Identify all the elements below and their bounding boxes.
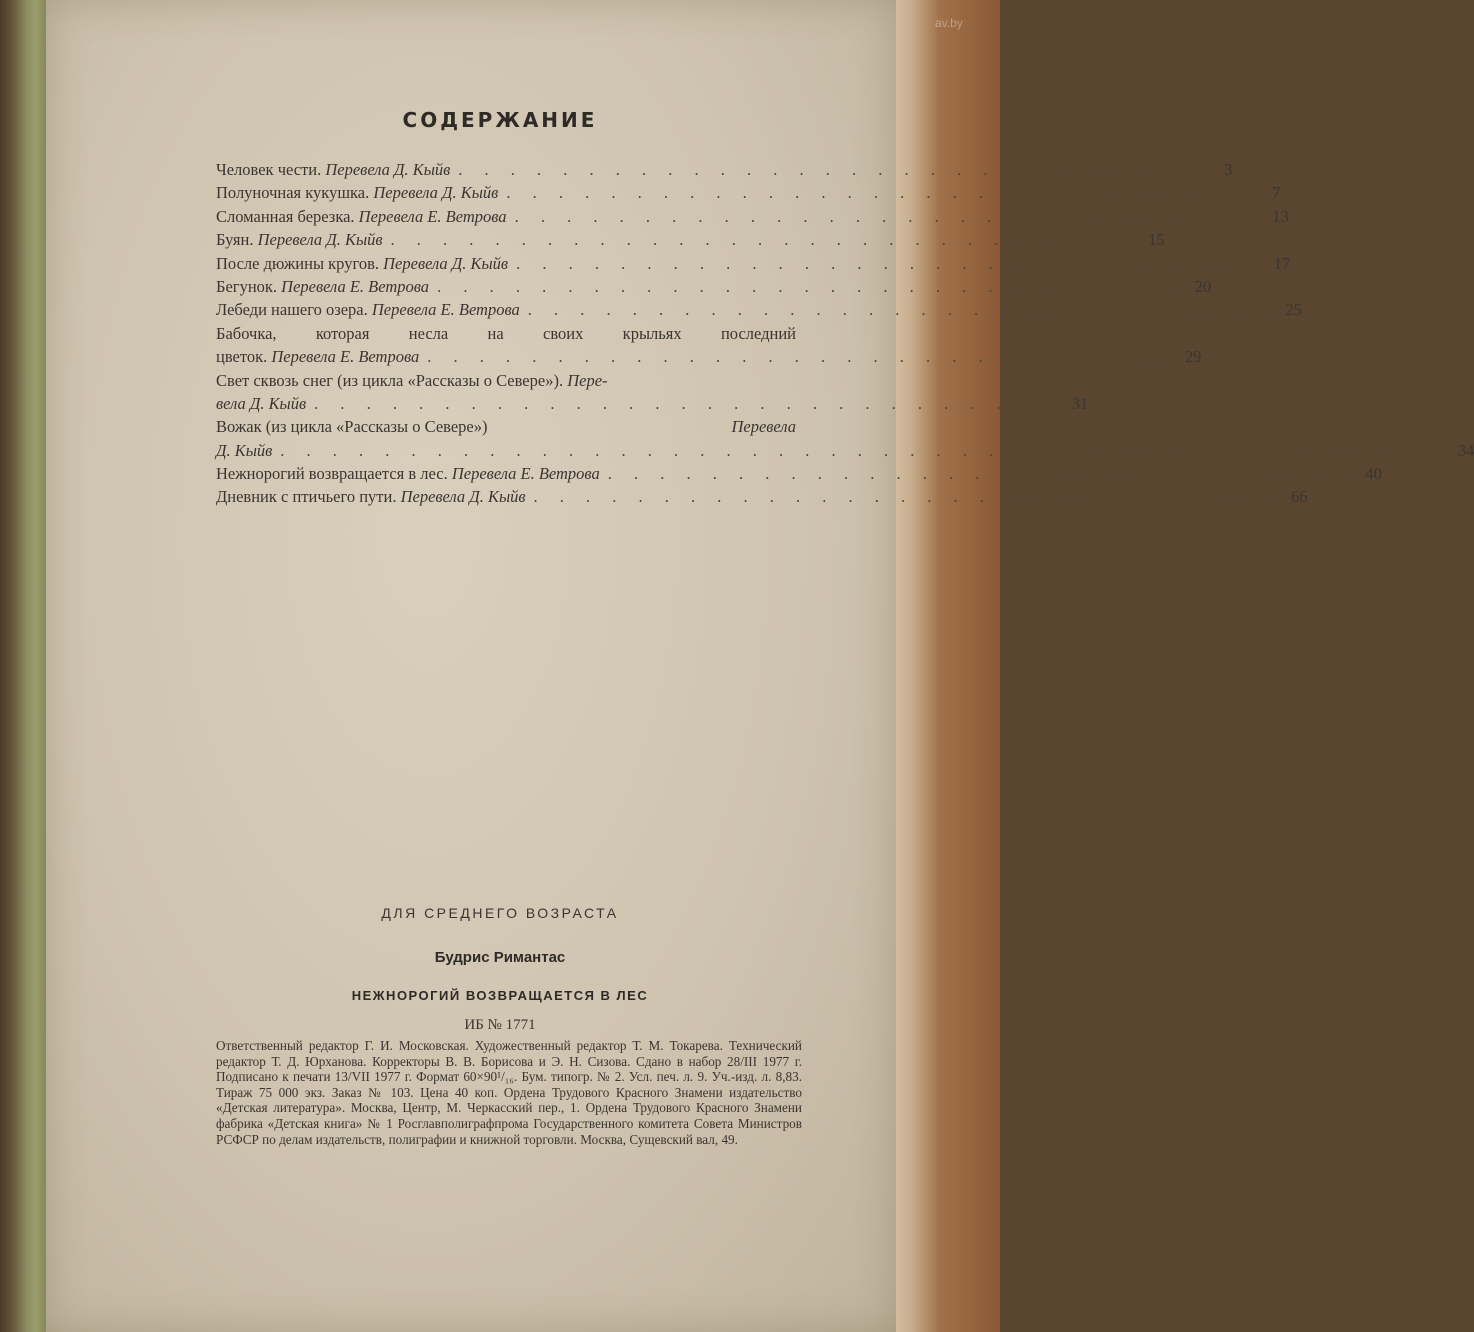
toc-title: СОДЕРЖАНИЕ	[402, 108, 598, 132]
toc-entry-page: 40	[1365, 464, 1382, 484]
leader-dots: . . . . . . . . . . . . . . . . . . . . . . . . . . . . .	[533, 487, 1282, 507]
age-group-label: ДЛЯ СРЕДНЕГО ВОЗРАСТА	[381, 905, 619, 921]
toc-entry-page: 20	[1194, 276, 1212, 296]
leader-dots: . . . . . . . . . . . . . . . . . . . . . . . . . . . . .	[427, 347, 1176, 367]
toc-entry	[216, 415, 1474, 462]
toc-entry-translator: Перевела Е. Ветрова	[371, 300, 520, 320]
toc-entry	[216, 462, 1382, 485]
toc-entry-title-cont: цветок.	[216, 347, 268, 367]
leader-dots: . . . . . . . . . . . . . . . . . . . . . . . . . . . . .	[314, 393, 1063, 413]
toc-entry	[216, 485, 1308, 508]
toc-entry-translator: Перевела	[731, 417, 796, 437]
toc-entry-title: Полуночная кукушка.	[216, 183, 370, 203]
toc-entry-translator: Перевела Е. Ветрова	[271, 347, 420, 367]
toc-entry	[216, 275, 1212, 298]
toc-entry-title: Бегунок.	[216, 276, 278, 296]
toc-entry-page: 29	[1184, 347, 1202, 367]
toc-entry-translator: Перевела Д. Кыйв	[383, 253, 509, 273]
toc-entry-translator: Пере-	[567, 370, 608, 390]
toc-entry	[216, 158, 1233, 181]
toc-entry-translator-cont: Д. Кыйв	[216, 440, 273, 460]
toc-entry-title: Дневник с птичьего пути.	[216, 487, 397, 507]
toc-entry-page: 13	[1272, 206, 1289, 226]
toc-entry	[216, 205, 1289, 228]
watermark: av.by	[935, 16, 963, 30]
toc-entry	[216, 228, 1165, 251]
toc-entry-page: 31	[1071, 393, 1089, 413]
imprint-text: Ответственный редактор Г. И. Московская. Художественный редактор Т. М. Токарева. Технический редактор Т. Д. Юрханова. Корректоры В. В. Борисова и Э. Н. Сизова. Сдано в набор 28/III 1977 г. Подписано к печати 13/VII 1977 г. Формат 60×90¹/₁₆. Бум. типогр. № 2. Усл. печ. л. 9. Уч.-изд. л. 8,83. Тираж 75 000 экз. Заказ № 103. Цена 40 коп. Ордена Трудового Красного Знамени издательство «Детская литература». Москва, Центр, М. Черкасский пер., 1. Ордена Трудового Красного Знамени фабрика «Детская книга» № 1 Росглавполиграфпрома Государственного комитета Совета Министров РСФСР по делам издательств, полиграфии и книжной торговли. Москва, Сущевский вал, 49.	[216, 1038, 802, 1147]
leader-dots: . . . . . . . . . . . . . . . . . . . . . . . . . . . . .	[458, 160, 1207, 179]
toc-entry-title: Свет сквозь снег (из цикла «Рассказы о Севере»).	[216, 370, 564, 390]
toc-entry-page: 15	[1148, 230, 1165, 250]
table-of-contents	[216, 158, 1474, 509]
toc-entry	[216, 369, 1089, 416]
toc-entry-title: Сломанная березка.	[216, 206, 355, 226]
toc-entry-translator: Перевела Е. Ветрова	[281, 276, 430, 296]
toc-entry-title: Человек чести.	[216, 160, 322, 179]
toc-entry-title: Нежнорогий возвращается в лес.	[216, 464, 448, 484]
leader-dots: . . . . . . . . . . . . . . . . . . . . . . . . . . . . .	[506, 183, 1255, 203]
toc-entry-title: Лебеди нашего озера.	[216, 300, 368, 320]
toc-entry-translator: Перевела Д. Кыйв	[373, 183, 499, 203]
toc-entry-title: Вожак (из цикла «Рассказы о Севере»)	[216, 417, 488, 437]
toc-entry-translator: Перевела Е. Ветрова	[451, 464, 600, 484]
toc-entry-page: 7	[1272, 183, 1281, 203]
leader-dots: . . . . . . . . . . . . . . . . . . . . . . . . . . . . .	[516, 253, 1265, 273]
toc-entry-title: После дюжины кругов.	[216, 253, 379, 273]
toc-entry-translator: Перевела Д. Кыйв	[400, 487, 526, 507]
toc-entry-title: Буян.	[216, 230, 254, 250]
toc-entry-translator: Перевела Д. Кыйв	[325, 160, 451, 179]
leader-dots: . . . . . . . . . . . . . . . . . . . . . . . . . . . . .	[390, 230, 1139, 250]
toc-entry	[216, 181, 1281, 204]
toc-entry	[216, 322, 1202, 369]
toc-entry-translator-cont: вела Д. Кыйв	[216, 393, 307, 413]
toc-entry-page: 25	[1285, 300, 1302, 320]
toc-entry-page: 34	[1457, 440, 1474, 460]
leader-dots: . . . . . . . . . . . . . . . . . . . . . . . . . . . . .	[514, 206, 1263, 226]
book-title: НЕЖНОРОГИЙ ВОЗВРАЩАЕТСЯ В ЛЕС	[351, 988, 649, 1003]
toc-entry	[216, 298, 1302, 321]
ib-number: ИБ № 1771	[464, 1017, 536, 1033]
toc-entry-page: 3	[1224, 160, 1233, 179]
author-name: Будрис Римантас	[434, 949, 566, 966]
toc-entry-page: 17	[1273, 253, 1291, 273]
toc-entry-translator: Перевела Е. Ветрова	[358, 206, 507, 226]
leader-dots: . . . . . . . . . . . . . . . . . . . . . . . . . . . . .	[607, 464, 1356, 484]
leader-dots: . . . . . . . . . . . . . . . . . . . . . . . . . . . . . . . . . . . . . . . . . . . . .	[280, 440, 1449, 460]
toc-entry-title: Бабочка, которая несла на своих крыльях последний	[216, 323, 796, 343]
toc-entry	[216, 252, 1291, 275]
leader-dots: . . . . . . . . . . . . . . . . . . . . . . . . . . . . .	[437, 276, 1186, 296]
toc-entry-page: 66	[1291, 487, 1308, 507]
leader-dots: . . . . . . . . . . . . . . . . . . . . . . . . . . . . .	[527, 300, 1276, 320]
toc-entry-translator: Перевела Д. Кыйв	[257, 230, 383, 250]
